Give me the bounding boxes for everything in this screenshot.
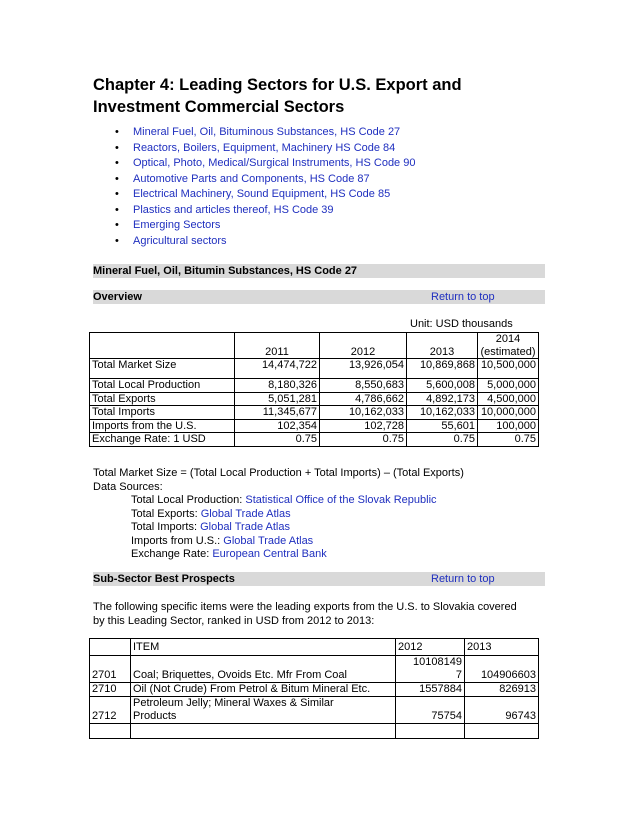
header-cell: 2012: [320, 333, 407, 359]
cell: 8,550,683: [320, 379, 407, 393]
toc-item[interactable]: [95, 172, 535, 188]
data-source-label: Total Exports:: [131, 507, 201, 520]
data-source-link[interactable]: Statistical Office of the Slovak Republic: [245, 494, 437, 506]
cell: 5,000,000: [478, 379, 539, 393]
items-table: [89, 638, 539, 739]
cell: 0.75: [320, 433, 407, 447]
cell: 10,869,868: [407, 359, 478, 379]
value-line: 7: [455, 669, 462, 681]
empty-cell: [396, 724, 465, 739]
header-cell: 2011: [235, 333, 320, 359]
section-header: [93, 264, 545, 278]
item-line: Products: [133, 710, 177, 722]
toc-item[interactable]: [95, 218, 535, 234]
header-cell-empty: [90, 333, 235, 359]
toc-link[interactable]: Electrical Machinery, Sound Equipment, HS Code 85: [133, 188, 391, 200]
header-cell: 2012: [396, 639, 465, 656]
table-row: [90, 683, 539, 697]
table-row-empty: [90, 724, 539, 739]
empty-cell: [131, 724, 396, 739]
hs-code: 2712: [90, 697, 131, 724]
cell-2013: 104906603: [465, 656, 539, 683]
intro-line: The following specific items were the leading exports from the U.S. to Slovakia covered: [93, 601, 517, 613]
header-2014-year: 2014: [495, 333, 521, 345]
data-source-link[interactable]: Global Trade Atlas: [200, 507, 291, 520]
data-source-label: Total Local Production:: [131, 494, 246, 506]
table-of-contents: [95, 125, 535, 249]
cell-2012: 75754: [396, 697, 465, 724]
toc-link[interactable]: Automotive Parts and Components, HS Code 87: [133, 172, 370, 185]
cell-2013: 826913: [465, 683, 539, 697]
cell-2012: 1557884: [396, 683, 465, 697]
cell: 10,162,033: [320, 406, 407, 420]
value-line: 10108149: [413, 656, 462, 668]
cell: 4,500,000: [478, 392, 539, 406]
table-row: [90, 656, 539, 683]
cell: 10,000,000: [478, 406, 539, 420]
item-name: [131, 697, 396, 724]
cell: 10,162,033: [407, 406, 478, 420]
overview-bar: [93, 290, 545, 304]
header-cell: 2013: [407, 333, 478, 359]
header-cell-empty: [90, 639, 131, 656]
data-source-item: [93, 535, 553, 549]
cell: 11,345,677: [235, 406, 320, 420]
subsector-label: Sub-Sector Best Prospects: [93, 573, 235, 585]
cell: 4,892,173: [407, 392, 478, 406]
toc-item[interactable]: [95, 187, 535, 203]
data-sources: [93, 467, 553, 562]
return-to-top-link[interactable]: Return to top: [431, 291, 495, 303]
header-cell: ITEM: [131, 639, 396, 656]
item-name: Coal; Briquettes, Ovoids Etc. Mfr From Coal: [131, 656, 396, 683]
toc-item[interactable]: [95, 234, 535, 250]
section-title: Mineral Fuel, Oil, Bitumin Substances, HS Code 27: [93, 265, 358, 277]
toc-item[interactable]: [95, 141, 535, 157]
cell: 0.75: [407, 433, 478, 447]
toc-link[interactable]: Reactors, Boilers, Equipment, Machinery HS Code 84: [133, 141, 396, 154]
market-table: [89, 332, 539, 447]
cell: 0.75: [235, 433, 320, 447]
cell: 14,474,722: [235, 359, 320, 379]
table-row: [90, 419, 539, 433]
data-source-label: Exchange Rate:: [131, 548, 213, 560]
cell: 13,926,054: [320, 359, 407, 379]
header-cell-2014: [478, 333, 539, 359]
empty-cell: [90, 724, 131, 739]
table-header-row: [90, 333, 539, 359]
data-source-link[interactable]: Global Trade Atlas: [223, 534, 314, 547]
row-label: Exchange Rate: 1 USD: [90, 433, 235, 447]
data-source-item: [93, 548, 553, 562]
subsector-bar: [93, 572, 545, 586]
chapter-title-line2: Investment Commercial Sectors: [93, 98, 345, 116]
formula-text: Total Market Size = (Total Local Production + Total Imports) – (Total Exports): [93, 467, 464, 479]
table-row: [90, 392, 539, 406]
unit-label: Unit: USD thousands: [410, 318, 513, 330]
table-row: [90, 433, 539, 447]
table-row: [90, 406, 539, 420]
data-source-item: [93, 521, 553, 535]
table-row: [90, 379, 539, 393]
cell: 8,180,326: [235, 379, 320, 393]
row-label: Total Imports: [90, 406, 235, 420]
data-source-link[interactable]: European Central Bank: [212, 548, 327, 560]
cell: 100,000: [478, 419, 539, 433]
cell: 55,601: [407, 419, 478, 433]
toc-link[interactable]: Mineral Fuel, Oil, Bituminous Substances, HS Code 27: [133, 126, 401, 138]
toc-item[interactable]: [95, 156, 535, 172]
toc-link[interactable]: Plastics and articles thereof, HS Code 39: [133, 203, 334, 216]
row-label: Total Market Size: [90, 359, 235, 379]
data-sources-heading: Data Sources:: [93, 480, 163, 493]
intro-line: by this Leading Sector, ranked in USD from 2012 to 2013:: [93, 615, 375, 627]
data-source-label: Total Imports:: [131, 521, 201, 533]
item-line: Petroleum Jelly; Mineral Waxes & Similar: [133, 697, 334, 709]
row-label: Imports from the U.S.: [90, 419, 235, 433]
toc-link[interactable]: Emerging Sectors: [133, 219, 221, 231]
cell: 5,600,008: [407, 379, 478, 393]
data-source-label: Imports from U.S.:: [131, 534, 224, 547]
cell: 4,786,662: [320, 392, 407, 406]
empty-cell: [465, 724, 539, 739]
cell-2012: [396, 656, 465, 683]
cell-2013: 96743: [465, 697, 539, 724]
header-2014-note: (estimated): [480, 345, 536, 358]
header-cell: 2013: [465, 639, 539, 656]
toc-item[interactable]: [95, 125, 535, 141]
data-source-item: [93, 508, 553, 522]
data-source-link[interactable]: Global Trade Atlas: [200, 521, 290, 533]
row-label: Total Exports: [90, 392, 235, 406]
cell: 0.75: [478, 433, 539, 447]
data-source-item: [93, 494, 553, 508]
chapter-title-line1: Chapter 4: Leading Sectors for U.S. Export and: [93, 76, 462, 94]
overview-label: Overview: [93, 291, 142, 303]
toc-link[interactable]: Optical, Photo, Medical/Surgical Instruments, HS Code 90: [133, 157, 416, 169]
table-header-row: [90, 639, 539, 656]
chapter-title: [93, 74, 553, 118]
cell: 5,051,281: [235, 392, 320, 406]
intro-paragraph: [93, 600, 543, 628]
item-name: Oil (Not Crude) From Petrol & Bitum Mineral Etc.: [131, 683, 396, 697]
row-label: Total Local Production: [90, 379, 235, 393]
cell: 102,354: [235, 419, 320, 433]
table-row: [90, 359, 539, 379]
table-row: [90, 697, 539, 724]
hs-code: 2710: [90, 683, 131, 697]
hs-code: 2701: [90, 656, 131, 683]
return-to-top-link[interactable]: Return to top: [431, 573, 495, 585]
toc-item[interactable]: [95, 203, 535, 219]
toc-link[interactable]: Agricultural sectors: [133, 234, 227, 247]
cell: 10,500,000: [478, 359, 539, 379]
cell: 102,728: [320, 419, 407, 433]
